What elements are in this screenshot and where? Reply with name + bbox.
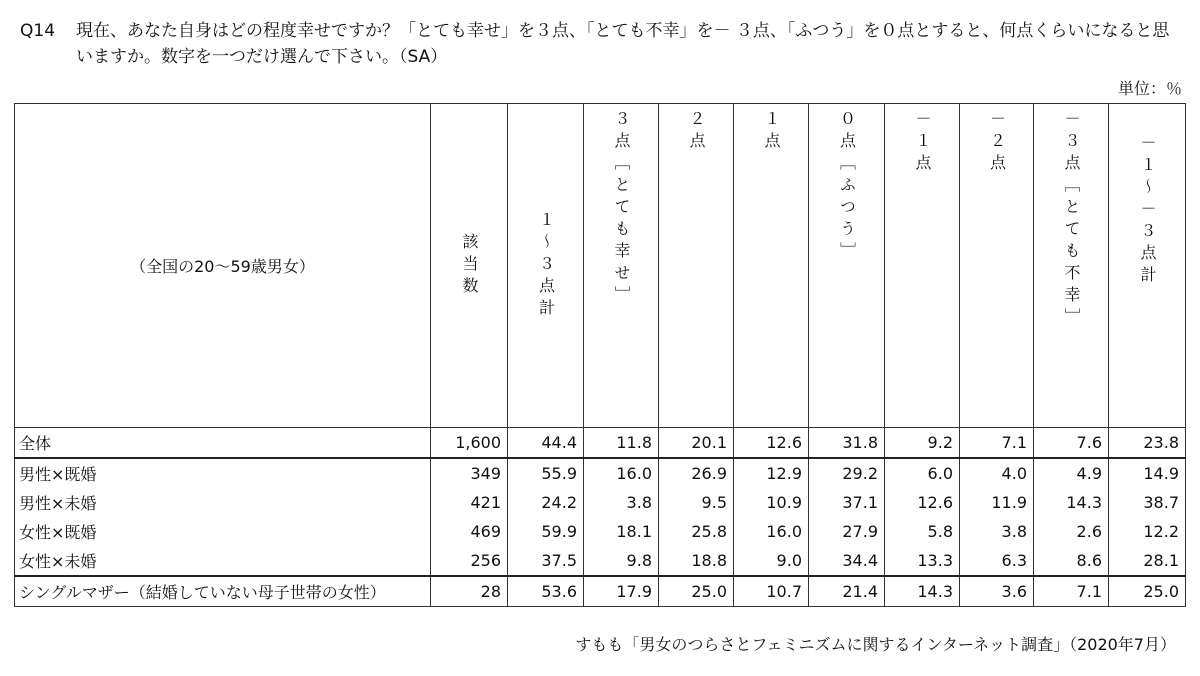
col-header-2 [659,104,734,428]
cell-value: 7.1 [1034,576,1109,607]
cell-value: 25.0 [1109,576,1186,607]
cell-value: 10.9 [734,488,809,517]
cell-value: 38.7 [1109,488,1186,517]
header-row [15,104,1186,428]
cell-value: 6.0 [885,458,960,488]
cell-value: 12.6 [734,428,809,459]
cell-value: 421 [431,488,508,517]
cell-value: 1,600 [431,428,508,459]
row-header-cell [15,104,431,428]
cell-value: 34.4 [809,546,885,576]
cell-value: 16.0 [584,458,659,488]
cell-value: 12.2 [1109,517,1186,546]
cell-value: 16.0 [734,517,809,546]
col-header-minus1 [885,104,960,428]
table-row [15,428,1186,459]
cell-value: 3.8 [584,488,659,517]
col-header-0 [809,104,885,428]
table-row [15,546,1186,576]
cell-value: 469 [431,517,508,546]
results-table [14,103,1186,607]
row-label: シングルマザー（結婚していない母子世帯の女性） [15,576,431,607]
col-header-label: －１点 [913,110,932,176]
cell-value: 4.0 [960,458,1034,488]
row-label: 女性×未婚 [15,546,431,576]
col-header-label: 該当数 [460,232,479,299]
cell-value: 7.6 [1034,428,1109,459]
cell-value: 3.6 [960,576,1034,607]
cell-value: 55.9 [508,458,584,488]
cell-value: 18.1 [584,517,659,546]
cell-value: 9.0 [734,546,809,576]
cell-value: 8.6 [1034,546,1109,576]
cell-value: 3.8 [960,517,1034,546]
cell-value: 37.1 [809,488,885,517]
col-header-minus2 [960,104,1034,428]
table-row [15,488,1186,517]
col-header-1 [734,104,809,428]
col-header-label: －３点［とても不幸］ [1062,110,1081,330]
cell-value: 14.9 [1109,458,1186,488]
cell-value: 21.4 [809,576,885,607]
cell-value: 23.8 [1109,428,1186,459]
cell-value: 28.1 [1109,546,1186,576]
cell-value: 12.6 [885,488,960,517]
table-row [15,458,1186,488]
cell-value: 2.6 [1034,517,1109,546]
cell-value: 9.5 [659,488,734,517]
cell-value: 5.8 [885,517,960,546]
col-header-label: －２点 [987,110,1007,176]
cell-value: 27.9 [809,517,885,546]
row-label: 男性×未婚 [15,488,431,517]
cell-value: 25.8 [659,517,734,546]
cell-value: 26.9 [659,458,734,488]
cell-value: 11.8 [584,428,659,459]
row-label: 女性×既婚 [15,517,431,546]
cell-value: 6.3 [960,546,1034,576]
cell-value: 7.1 [960,428,1034,459]
cell-value: 12.9 [734,458,809,488]
cell-value: 53.6 [508,576,584,607]
cell-value: 17.9 [584,576,659,607]
cell-value: 10.7 [734,576,809,607]
question-text: 現在、あなた自身はどの程度幸せですか？「とても幸せ」を３点、「とても不幸」を－ ３点、「ふつう」を０点とすると、何点くらいになると思いますか。数字を一つだけ選んで下さい。（SA） [76,21,1170,67]
cell-value: 25.0 [659,576,734,607]
cell-value: 13.3 [885,546,960,576]
cell-value: 31.8 [809,428,885,459]
col-header-neg-total [1109,104,1186,428]
row-label: 全体 [15,428,431,459]
cell-value: 24.2 [508,488,584,517]
cell-value: 4.9 [1034,458,1109,488]
cell-value: 9.8 [584,546,659,576]
col-header-label: ２点 [687,110,706,154]
col-header-count [431,104,508,428]
cell-value: 59.9 [508,517,584,546]
unit-label: 単位：％ [1117,79,1182,98]
cell-value: 256 [431,546,508,576]
col-header-label: ３点［とても幸せ］ [612,110,631,308]
col-header-label: ０点［ふつう］ [837,110,857,264]
cell-value: 14.3 [885,576,960,607]
cell-value: 37.5 [508,546,584,576]
row-label: 男性×既婚 [15,458,431,488]
col-header-label: １点 [762,110,781,154]
cell-value: 11.9 [960,488,1034,517]
col-header-label: －１～－３点計 [1138,134,1157,288]
question-number: Q14 [20,21,56,41]
col-header-pos-total [508,104,584,428]
table-row [15,517,1186,546]
cell-value: 29.2 [809,458,885,488]
source-note: すもも「男女のつらさとフェミニズムに関するインターネット調査」（2020年7月） [575,635,1176,654]
table-row [15,576,1186,607]
cell-value: 18.8 [659,546,734,576]
cell-value: 14.3 [1034,488,1109,517]
cell-value: 9.2 [885,428,960,459]
col-header-3 [584,104,659,428]
cell-value: 20.1 [659,428,734,459]
col-header-label: １～３点計 [536,210,556,321]
col-header-minus3 [1034,104,1109,428]
cell-value: 44.4 [508,428,584,459]
cell-value: 28 [431,576,508,607]
row-header-label: （全国の20～59歳男女） [130,257,315,276]
cell-value: 349 [431,458,508,488]
